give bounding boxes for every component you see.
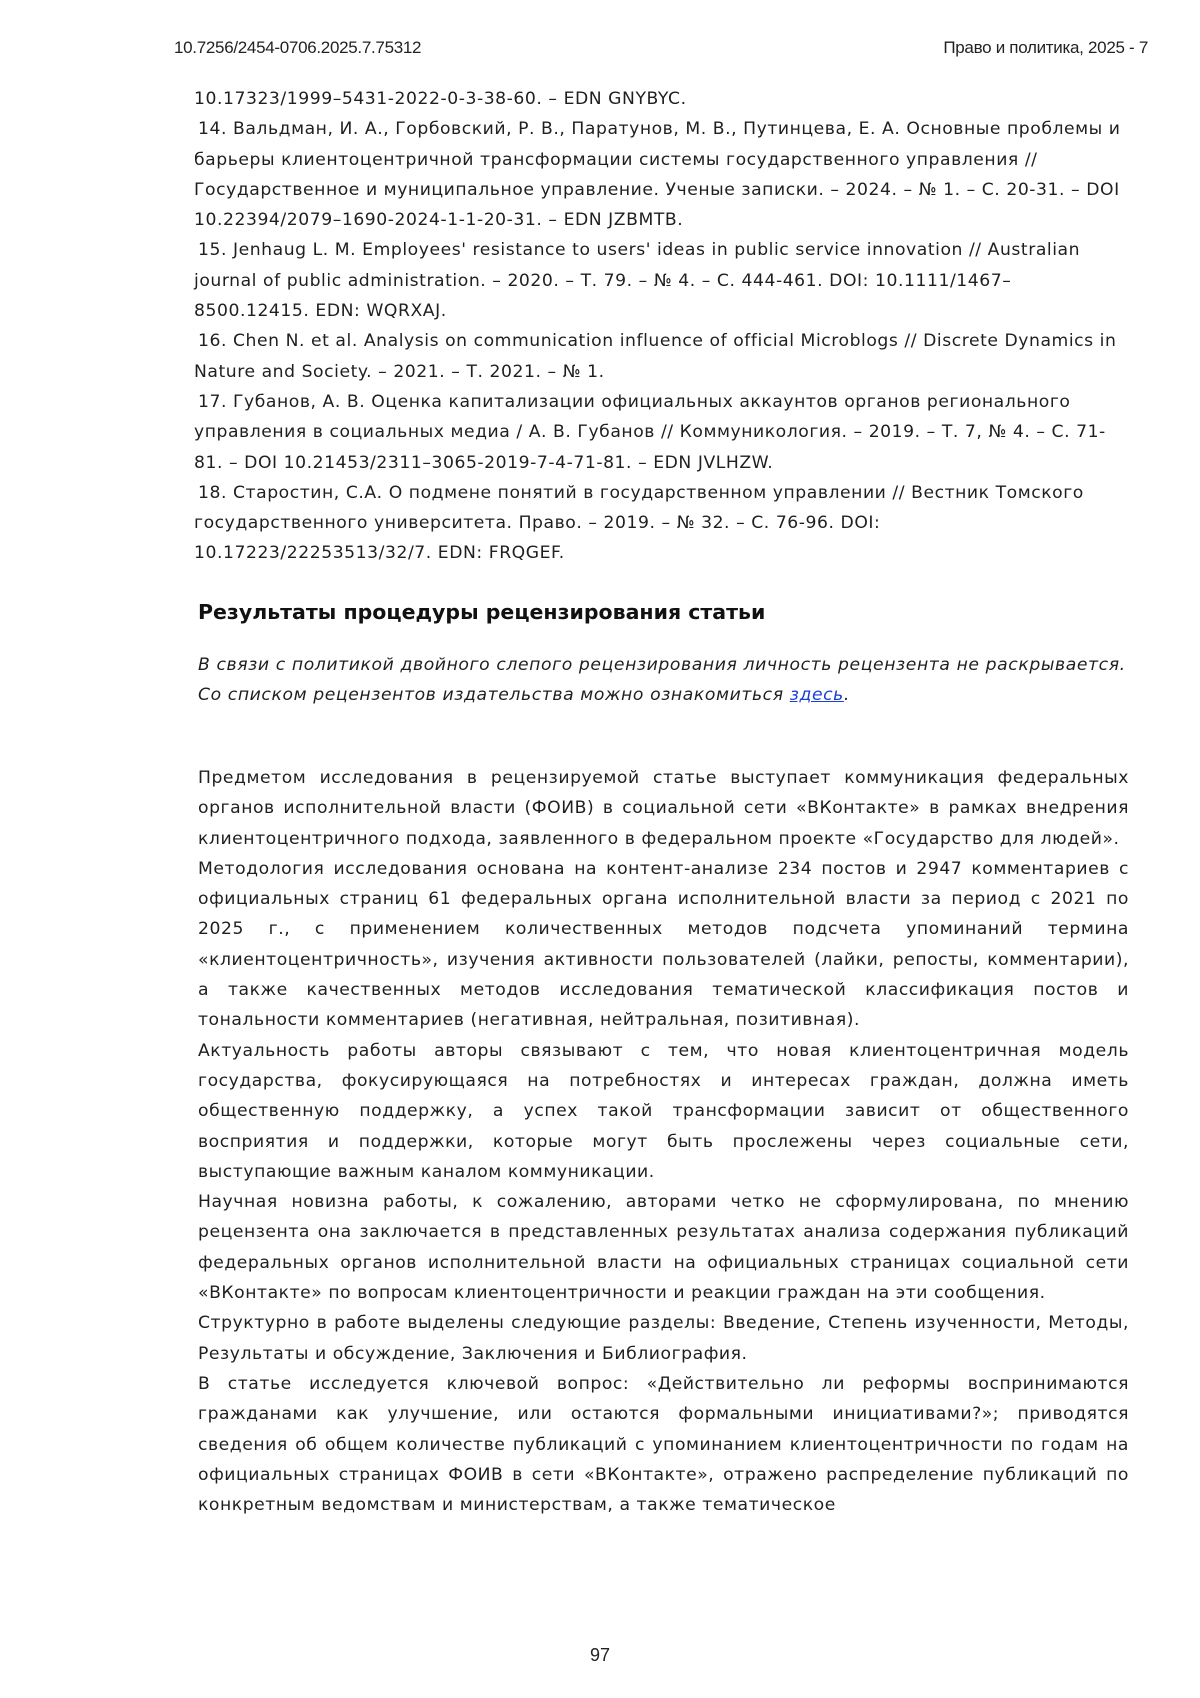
review-section-title: Результаты процедуры рецензирования статьи bbox=[198, 600, 765, 624]
doi-header: 10.7256/2454-0706.2025.7.75312 bbox=[174, 38, 421, 58]
reviewers-list-notice bbox=[198, 680, 1126, 710]
journal-header: Право и политика, 2025 - 7 bbox=[943, 38, 1148, 58]
reference-continuation: 10.17323/1999–5431-2022-0-3-38-60. – EDN GNYBYC. bbox=[194, 84, 1124, 114]
reviewers-notice-period: . bbox=[844, 685, 850, 705]
reviewers-list-link[interactable]: здесь bbox=[790, 685, 844, 705]
blind-review-notice: В связи с политикой двойного слепого рецензирования личность рецензента не раскрывается. bbox=[198, 650, 1126, 680]
review-paragraph-relevance: Актуальность работы авторы связывают с тем, что новая клиентоцентричная модель государства, фокусирующаяся на потребностях и интересах граждан, должна иметь общественную поддержку, а успех такой трансформации зависит от общественного восприятия и поддержки, которые могут быть прослежены через социальные сети, выступающие важным каналом коммуникации. bbox=[198, 1036, 1129, 1187]
review-body bbox=[198, 763, 1129, 1520]
review-paragraph-methodology: Методология исследования основана на контент-анализе 234 постов и 2947 комментариев с официальных страниц 61 федеральных органа исполнительной власти за период с 2021 по 2025 г., с применением количественных методов подсчета упоминаний термина «клиентоцентричность», изучения активности пользователей (лайки, репосты, комментарии), а также качественных методов исследования тематической классификация постов и тональности комментариев (негативная, нейтральная, позитивная). bbox=[198, 854, 1129, 1036]
review-notice bbox=[198, 650, 1126, 711]
reference-item-18: 18. Старостин, С.А. О подмене понятий в государственном управлении // Вестник Томского государственного университета. Право. – 2019. – № 32. – С. 76-96. DOI: 10.17223/22253513/32/7. EDN: FRQGEF. bbox=[194, 478, 1124, 569]
reference-item-15: 15. Jenhaug L. M. Employees' resistance to users' ideas in public service innovation // Australian journal of public administration. – 2020. – Т. 79. – № 4. – С. 444-461. DOI: 10.1111/1467–8500.12415. EDN: WQRXAJ. bbox=[194, 235, 1124, 326]
reference-item-14: 14. Вальдман, И. А., Горбовский, Р. В., Паратунов, М. В., Путинцева, Е. А. Основные проблемы и барьеры клиентоцентричной трансформации системы государственного управления // Государственное и муниципальное управление. Ученые записки. – 2024. – № 1. – С. 20-31. – DOI 10.22394/2079–1690-2024-1-1-20-31. – EDN JZBMTB. bbox=[194, 114, 1124, 235]
reference-item-17: 17. Губанов, А. В. Оценка капитализации официальных аккаунтов органов регионального управления в социальных медиа / А. В. Губанов // Коммуникология. – 2019. – Т. 7, № 4. – С. 71-81. – DOI 10.21453/2311–3065-2019-7-4-71-81. – EDN JVLHZW. bbox=[194, 387, 1124, 478]
review-paragraph-subject: Предметом исследования в рецензируемой статье выступает коммуникация федеральных органов исполнительной власти (ФОИВ) в социальной сети «ВКонтакте» в рамках внедрения клиентоцентричного подхода, заявленного в федеральном проекте «Государство для людей». bbox=[198, 763, 1129, 854]
reference-item-16: 16. Chen N. et al. Analysis on communication influence of official Microblogs // Discrete Dynamics in Nature and Society. – 2021. – Т. 2021. – № 1. bbox=[194, 326, 1124, 387]
reviewers-notice-text: Со списком рецензентов издательства можно ознакомиться bbox=[198, 685, 790, 705]
review-paragraph-structure: Структурно в работе выделены следующие разделы: Введение, Степень изученности, Методы, Результаты и обсуждение, Заключения и Библиография. bbox=[198, 1308, 1129, 1369]
reference-list bbox=[194, 84, 1124, 569]
review-paragraph-key-question: В статье исследуется ключевой вопрос: «Действительно ли реформы воспринимаются гражданами как улучшение, или остаются формальными инициативами?»; приводятся сведения об общем количестве публикаций с упоминанием клиентоцентричности по годам на официальных страницах ФОИВ в сети «ВКонтакте», отражено распределение публикаций по конкретным ведомствам и министерствам, а также тематическое bbox=[198, 1369, 1129, 1520]
review-paragraph-novelty: Научная новизна работы, к сожалению, авторами четко не сформулирована, по мнению рецензента она заключается в представленных результатах анализа содержания публикаций федеральных органов исполнительной власти на официальных страницах социальной сети «ВКонтакте» по вопросам клиентоцентричности и реакции граждан на эти сообщения. bbox=[198, 1187, 1129, 1308]
page-number: 97 bbox=[0, 1645, 1200, 1666]
